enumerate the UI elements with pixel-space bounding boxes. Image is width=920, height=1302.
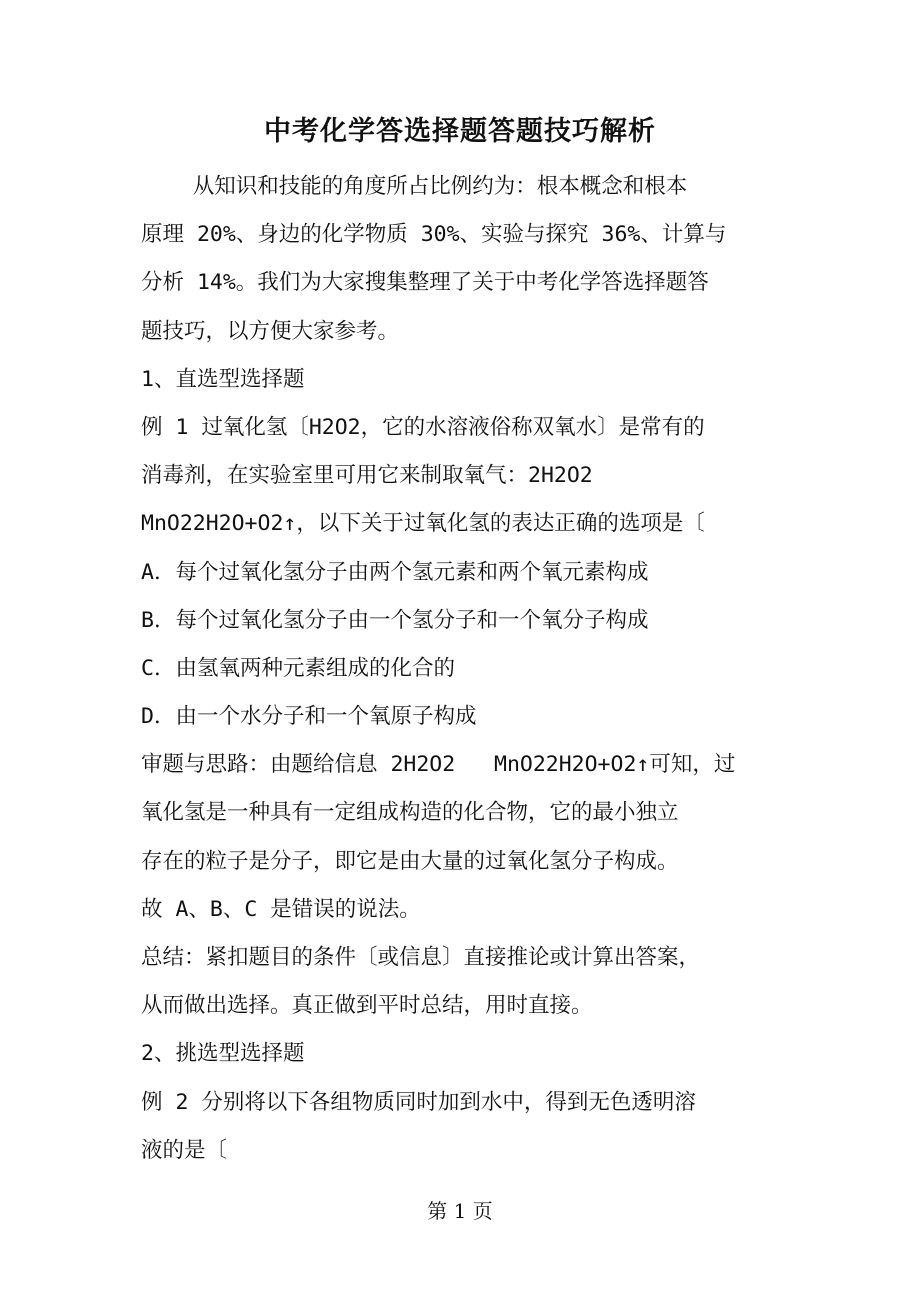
example-2-line-1: 例 2 分别将以下各组物质同时加到水中，得到无色透明溶: [141, 1089, 696, 1115]
page-number: 第 1 页: [427, 1199, 493, 1223]
section-heading-1: 1、直选型选择题: [141, 366, 305, 392]
analysis-line-2: 氧化氢是一种具有一定组成构造的化合物，它的最小独立: [141, 800, 679, 826]
example-1-line-3: MnO22H2O+O2↑，以下关于过氧化氢的表达正确的选项是〔: [141, 511, 705, 537]
document-body: [141, 163, 781, 1175]
option-b: B．每个过氧化氢分子由一个氢分子和一个氧分子构成: [141, 607, 649, 633]
section-heading-2: 2、挑选型选择题: [141, 1041, 305, 1067]
summary-line-1: 总结：紧扣题目的条件〔或信息〕直接推论或计算出答案，: [141, 945, 701, 970]
summary-line-2: 从而做出选择。真正做到平时总结，用时直接。: [141, 993, 593, 1019]
analysis-line-1: 审题与思路：由题给信息 2H2O2 MnO22H2O+O2↑可知，过: [141, 752, 736, 778]
body-line-4: 题技巧，以方便大家参考。: [141, 318, 400, 344]
body-line-3: 分析 14%。我们为大家搜集整理了关于中考化学答选择题答: [141, 270, 709, 296]
example-1-line-2: 消毒剂，在实验室里可用它来制取氧气：2H2O2: [141, 463, 593, 489]
body-line-1: 从知识和技能的角度所占比例约为：根本概念和根本: [141, 174, 688, 199]
option-d: D．由一个水分子和一个氧原子构成: [141, 704, 477, 730]
analysis-line-3: 存在的粒子是分子，即它是由大量的过氧化氢分子构成。: [141, 848, 679, 874]
option-c: C．由氢氧两种元素组成的化合的: [141, 655, 455, 681]
option-a: A．每个过氧化氢分子由两个氢元素和两个氧元素构成: [141, 559, 649, 585]
example-2-line-2: 液的是〔: [141, 1137, 228, 1163]
example-1-line-1: 例 1 过氧化氢〔H2O2，它的水溶液俗称双氧水〕是常有的: [141, 414, 705, 440]
body-line-2: 原理 20%、身边的化学物质 30%、实验与探究 36%、计算与: [141, 222, 727, 248]
analysis-line-4: 故 A、B、C 是错误的说法。: [141, 896, 421, 922]
document-title: 中考化学答选择题答题技巧解析: [264, 116, 656, 147]
